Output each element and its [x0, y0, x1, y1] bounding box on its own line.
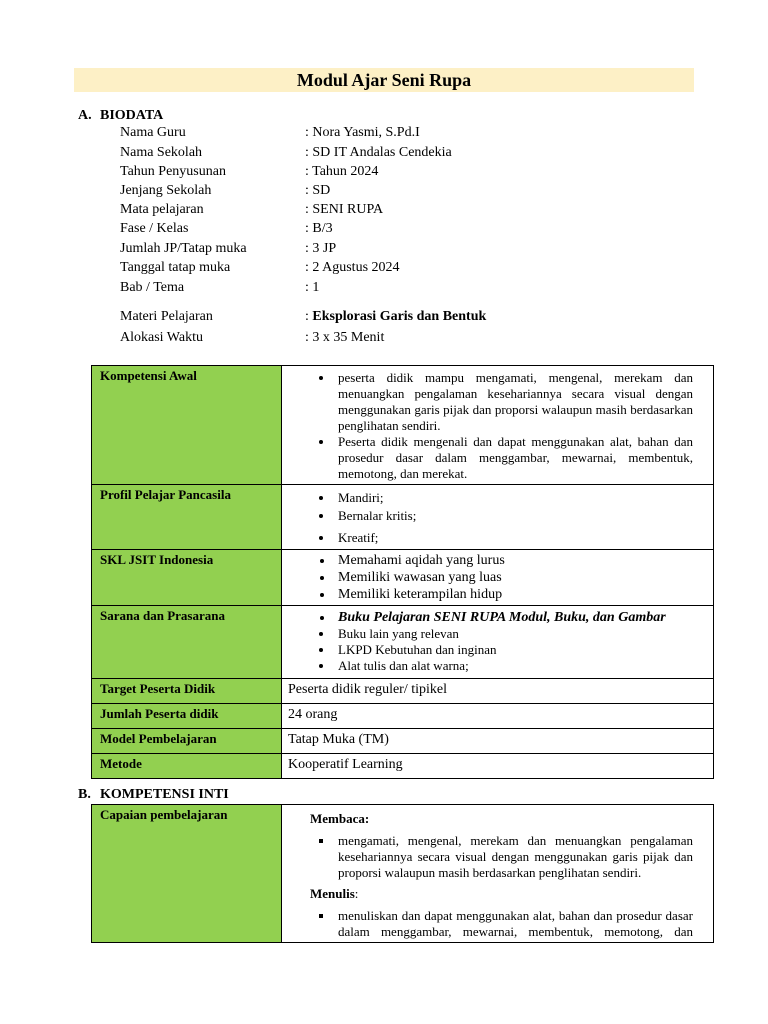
biodata-value-prefix: :	[305, 309, 313, 324]
table-row	[92, 485, 714, 550]
list-item: • Memahami aqidah yang lurus	[334, 552, 693, 569]
biodata-row	[120, 145, 452, 161]
target-value: Peserta didik reguler/ tipikel	[282, 679, 714, 704]
list-item: ▪ mengamati, mengenal, merekam dan menuangkan pengalaman kesehariannya secara visual dengan menggunakan garis pijak dan proporsi walaupun masih berdasarkan penglihatan sendiri.	[334, 833, 693, 881]
list-item: • Memiliki keterampilan hidup	[334, 586, 693, 603]
kompetensi-awal-list	[288, 370, 693, 482]
biodata-row	[120, 280, 320, 296]
biodata-label: Nama Guru	[120, 125, 186, 140]
biodata-value: : 1	[305, 280, 320, 295]
model-label: Model Pembelajaran	[92, 729, 282, 754]
biodata-value: : 3 JP	[305, 241, 337, 256]
table-row	[92, 754, 714, 779]
biodata-value: : 2 Agustus 2024	[305, 260, 400, 275]
skl-label: SKL JSIT Indonesia	[92, 550, 282, 606]
list-item: • Mandiri;	[334, 489, 693, 507]
profil-content	[282, 485, 714, 550]
biodata-value: : B/3	[305, 221, 333, 236]
table-row	[92, 805, 714, 943]
section-a-heading	[78, 108, 163, 124]
table-row	[92, 366, 714, 485]
biodata-value: : SENI RUPA	[305, 202, 384, 217]
membaca-heading: Membaca:	[310, 811, 370, 826]
biodata-row	[120, 221, 333, 237]
list-item: • peserta didik mampu mengamati, mengenal, merekam dan menuangkan pengalaman kesehariannya secara visual dengan menggunakan garis pijak dan proporsi walaupun masih berdasarkan penglihatan sendiri.	[334, 370, 693, 434]
biodata-label: Jumlah JP/Tatap muka	[120, 241, 247, 256]
profil-label: Profil Pelajar Pancasila	[92, 485, 282, 550]
biodata-value: : Tahun 2024	[305, 164, 379, 179]
biodata-label: Materi Pelajaran	[120, 309, 213, 324]
table-row	[92, 606, 714, 679]
list-item: • Kreatif;	[334, 529, 693, 547]
module-info-table	[91, 365, 714, 779]
biodata-row	[120, 125, 420, 141]
model-value: Tatap Muka (TM)	[282, 729, 714, 754]
table-row	[92, 729, 714, 754]
biodata-label: Tahun Penyusunan	[120, 164, 226, 179]
biodata-label: Jenjang Sekolah	[120, 183, 212, 198]
list-item: • Peserta didik mengenali dan dapat menggunakan alat, bahan dan prosedur dasar dalam menggambar, mewarnai, membentuk, memotong, dan merekat.	[334, 434, 693, 482]
jumlah-value: 24 orang	[282, 704, 714, 729]
list-item: • Alat tulis dan alat warna;	[334, 658, 693, 674]
skl-content	[282, 550, 714, 606]
biodata-value: : SD	[305, 183, 331, 198]
membaca-list	[288, 833, 693, 881]
sarana-label: Sarana dan Prasarana	[92, 606, 282, 679]
skl-list	[288, 552, 693, 603]
jumlah-label: Jumlah Peserta didik	[92, 704, 282, 729]
list-item: • Bernalar kritis;	[334, 507, 693, 525]
biodata-row	[120, 164, 379, 180]
section-b-heading	[78, 787, 229, 803]
biodata-value: : SD IT Andalas Cendekia	[305, 145, 452, 160]
list-item: ▪ menuliskan dan dapat menggunakan alat, bahan dan prosedur dasar dalam menggambar, mewarnai, membentuk, memotong, dan	[334, 908, 693, 940]
biodata-row	[120, 202, 384, 218]
biodata-value	[305, 309, 486, 325]
biodata-row	[120, 330, 385, 346]
kompetensi-inti-table	[91, 804, 714, 943]
kompetensi-awal-label: Kompetensi Awal	[92, 366, 282, 485]
list-item: • Memiliki wawasan yang luas	[334, 569, 693, 586]
materi-value: Eksplorasi Garis dan Bentuk	[312, 309, 487, 324]
biodata-row	[120, 309, 487, 325]
section-a-title: BIODATA	[100, 108, 164, 123]
biodata-label: Mata pelajaran	[120, 202, 204, 217]
list-item: • Buku Pelajaran SENI RUPA Modul, Buku, dan Gambar	[334, 610, 693, 626]
table-row	[92, 679, 714, 704]
target-label: Target Peserta Didik	[92, 679, 282, 704]
biodata-row	[120, 260, 400, 276]
biodata-label: Bab / Tema	[120, 280, 185, 295]
list-item: • LKPD Kebutuhan dan inginan	[334, 642, 693, 658]
table-row	[92, 550, 714, 606]
table-row	[92, 704, 714, 729]
metode-value: Kooperatif Learning	[282, 754, 714, 779]
section-b-letter: B.	[78, 787, 91, 802]
capaian-content	[282, 805, 714, 943]
biodata-label: Fase / Kelas	[120, 221, 189, 236]
section-b-title: KOMPETENSI INTI	[100, 787, 229, 802]
biodata-label: Nama Sekolah	[120, 145, 203, 160]
biodata-label: Alokasi Waktu	[120, 330, 203, 345]
list-item: • Buku lain yang relevan	[334, 626, 693, 642]
biodata-row	[120, 183, 331, 199]
menulis-list	[288, 908, 693, 940]
kompetensi-awal-content	[282, 366, 714, 485]
biodata-value: : Nora Yasmi, S.Pd.I	[305, 125, 420, 140]
biodata-value: : 3 x 35 Menit	[305, 330, 385, 345]
profil-list	[288, 489, 693, 547]
metode-label: Metode	[92, 754, 282, 779]
document-title: Modul Ajar Seni Rupa	[74, 68, 694, 92]
sarana-list	[288, 610, 693, 674]
section-a-letter: A.	[78, 108, 92, 123]
biodata-label: Tanggal tatap muka	[120, 260, 231, 275]
capaian-label: Capaian pembelajaran	[92, 805, 282, 943]
biodata-row	[120, 241, 337, 257]
menulis-heading	[288, 886, 693, 902]
menulis-heading-text: Menulis	[310, 886, 355, 901]
menulis-colon: :	[354, 886, 359, 901]
sarana-content	[282, 606, 714, 679]
